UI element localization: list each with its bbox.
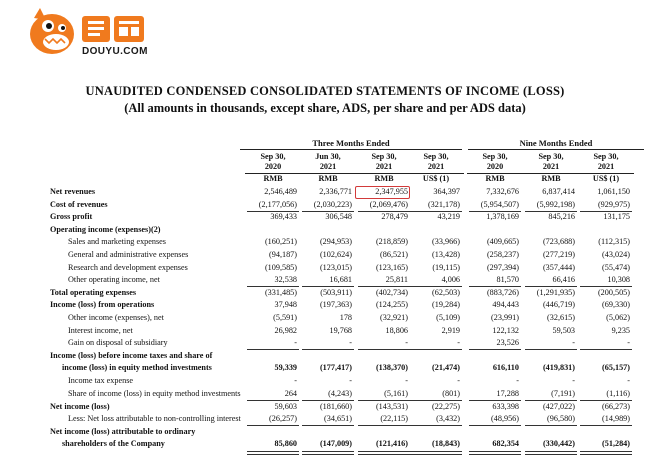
cell-value: 81,570 xyxy=(496,275,519,285)
cell-value: (109,585) xyxy=(264,262,297,272)
single-rule xyxy=(358,349,410,350)
row-label: Other operating income, net xyxy=(68,275,160,285)
column-date: Jun 30, xyxy=(315,152,341,161)
row-label: Net income (loss) attributable to ordinary xyxy=(50,426,196,436)
single-rule xyxy=(247,211,299,212)
column-unit: RMB xyxy=(356,173,412,184)
cell-value: 6,837,414 xyxy=(542,187,575,196)
table-row xyxy=(0,211,650,224)
cell-value: (96,580) xyxy=(547,414,575,424)
cell-value: (21,474) xyxy=(432,363,460,373)
cell-value: (427,022) xyxy=(542,401,575,411)
cell-value: (7,191) xyxy=(551,388,575,398)
cell-value: - xyxy=(294,376,297,386)
column-date: Sep 30, xyxy=(593,152,619,161)
double-rule xyxy=(358,451,410,455)
cell-value: 43,219 xyxy=(437,212,460,222)
row-label: Operating income (expenses)(2) xyxy=(50,224,161,234)
single-rule xyxy=(247,286,299,287)
column-year: 2020 xyxy=(264,162,282,171)
table-row xyxy=(0,413,650,426)
column-header xyxy=(467,152,523,184)
cell-value: 364,397 xyxy=(433,187,460,196)
single-rule xyxy=(580,349,632,350)
cell-value: 59,339 xyxy=(274,363,297,373)
single-rule xyxy=(358,286,410,287)
column-unit: RMB xyxy=(523,173,579,184)
cell-value: (419,831) xyxy=(542,363,575,373)
row-label: Income tax expense xyxy=(68,376,134,386)
column-header xyxy=(523,152,579,184)
row-label: Share of income (loss) in equity method investments xyxy=(68,388,241,398)
row-label: Less: Net loss attributable to non-controlling interest xyxy=(68,414,241,424)
single-rule xyxy=(358,400,410,401)
cell-value: (503,911) xyxy=(320,287,352,297)
column-header xyxy=(245,152,301,184)
cell-value: (5,161) xyxy=(384,388,408,398)
single-rule xyxy=(580,211,632,212)
cell-value: 26,982 xyxy=(274,325,297,335)
cell-value: (19,115) xyxy=(432,262,460,272)
column-year: 2021 xyxy=(542,162,560,171)
cell-value: (929,975) xyxy=(597,199,630,209)
cell-value: (357,444) xyxy=(542,262,575,272)
cell-value: (34,651) xyxy=(324,414,352,424)
three-months-header: Three Months Ended xyxy=(240,138,462,150)
single-rule xyxy=(469,286,521,287)
cell-value: (297,394) xyxy=(486,262,519,272)
row-label: Cost of revenues xyxy=(50,199,108,209)
cell-value: - xyxy=(349,376,352,386)
single-rule xyxy=(410,400,462,401)
row-label: General and administrative expenses xyxy=(68,249,189,259)
cell-value: 178 xyxy=(339,312,352,322)
single-rule xyxy=(247,349,299,350)
single-rule xyxy=(469,425,521,426)
cell-value: 37,948 xyxy=(274,300,297,310)
cell-value: (160,251) xyxy=(264,237,297,247)
cell-value: (138,370) xyxy=(375,363,408,373)
cell-value: (330,442) xyxy=(542,439,575,449)
income-statement-table xyxy=(0,186,650,451)
cell-value: (409,665) xyxy=(486,237,519,247)
single-rule xyxy=(525,425,577,426)
cell-value: - xyxy=(457,338,460,348)
cell-value: (32,921) xyxy=(380,312,408,322)
statement-subtitle: (All amounts in thousands, except share, ADS, per share and per ADS data) xyxy=(124,101,526,115)
cell-value: (123,165) xyxy=(375,262,408,272)
row-label: Net revenues xyxy=(50,187,96,196)
table-row xyxy=(0,388,650,401)
cell-value: - xyxy=(516,376,519,386)
cell-value: (5,954,507) xyxy=(480,199,519,209)
cell-value: (62,503) xyxy=(432,287,460,297)
cell-value: (3,432) xyxy=(436,414,460,424)
cell-value: - xyxy=(572,338,575,348)
cell-value: (197,363) xyxy=(319,300,352,310)
single-rule xyxy=(580,286,632,287)
column-year: 2021 xyxy=(427,162,445,171)
cell-value: 633,398 xyxy=(492,401,519,411)
cell-value: 59,603 xyxy=(274,401,297,411)
column-header xyxy=(578,152,634,184)
cell-value: (5,062) xyxy=(606,312,630,322)
single-rule xyxy=(580,425,632,426)
column-unit: RMB xyxy=(245,173,301,184)
single-rule xyxy=(358,211,410,212)
cell-value: (51,284) xyxy=(602,439,630,449)
cell-value: (181,660) xyxy=(319,401,352,411)
cell-value: 59,503 xyxy=(552,325,575,335)
single-rule xyxy=(469,211,521,212)
cell-value: 494,443 xyxy=(492,300,519,310)
cell-value: 19,768 xyxy=(329,325,352,335)
cell-value: (147,009) xyxy=(319,439,352,449)
cell-value: - xyxy=(572,376,575,386)
column-date: Sep 30, xyxy=(482,152,508,161)
cell-value: 2,546,489 xyxy=(264,187,297,196)
cell-value: 2,919 xyxy=(441,325,460,335)
cell-value: 264 xyxy=(284,388,297,398)
single-rule xyxy=(302,211,354,212)
table-row xyxy=(0,312,650,325)
cell-value: 1,061,150 xyxy=(597,187,630,196)
cell-value: (121,416) xyxy=(375,439,408,449)
row-label: Net income (loss) xyxy=(50,401,110,411)
douyu-logo xyxy=(18,6,158,60)
cell-value: (218,859) xyxy=(375,237,408,247)
column-header xyxy=(300,152,356,184)
cell-value: 32,538 xyxy=(274,275,297,285)
column-date: Sep 30, xyxy=(260,152,286,161)
cell-value: - xyxy=(405,376,408,386)
row-label: income (loss) in equity method investments xyxy=(62,363,212,373)
cell-value: 23,526 xyxy=(496,338,519,348)
cell-value: - xyxy=(627,376,630,386)
single-rule xyxy=(302,400,354,401)
table-row xyxy=(0,186,650,199)
row-label: Gross profit xyxy=(50,212,93,222)
cell-value: (14,989) xyxy=(602,414,630,424)
column-header xyxy=(408,152,464,184)
cell-value: (883,726) xyxy=(486,287,519,297)
cell-value: (402,734) xyxy=(375,287,408,297)
cell-value: 2,336,771 xyxy=(319,187,352,196)
cell-value: 131,175 xyxy=(603,212,630,222)
cell-value: 122,132 xyxy=(492,325,519,335)
table-row xyxy=(0,274,650,287)
cell-value: (19,284) xyxy=(432,300,460,310)
cell-value: 7,332,676 xyxy=(486,187,519,196)
column-unit: RMB xyxy=(300,173,356,184)
table-row xyxy=(0,362,650,375)
double-rule xyxy=(247,451,299,455)
double-rule xyxy=(469,451,521,455)
cell-value: (143,531) xyxy=(375,401,408,411)
cell-value: - xyxy=(294,338,297,348)
nine-months-header: Nine Months Ended xyxy=(468,138,644,150)
table-row xyxy=(0,299,650,312)
single-rule xyxy=(580,400,632,401)
row-label: Interest income, net xyxy=(68,325,133,335)
table-row xyxy=(0,287,650,300)
table-row xyxy=(0,199,650,212)
single-rule xyxy=(525,400,577,401)
logo-wordmark: DOUYU.COM xyxy=(82,46,148,57)
cell-value: 2,347,955 xyxy=(375,187,408,196)
cell-value: (1,116) xyxy=(606,388,630,398)
cell-value: - xyxy=(627,338,630,348)
table-row xyxy=(0,375,650,388)
row-label: Total operating expenses xyxy=(50,287,137,297)
cell-value: (94,187) xyxy=(269,249,297,259)
single-rule xyxy=(469,400,521,401)
single-rule xyxy=(469,349,521,350)
cell-value: (331,485) xyxy=(264,287,297,297)
single-rule xyxy=(525,349,577,350)
cell-value: (5,591) xyxy=(273,312,297,322)
column-year: 2021 xyxy=(597,162,615,171)
column-unit: US$ (1) xyxy=(408,173,464,184)
column-unit: US$ (1) xyxy=(578,173,634,184)
cell-value: 18,806 xyxy=(385,325,408,335)
cell-value: - xyxy=(457,376,460,386)
cell-value: (43,024) xyxy=(602,249,630,259)
cell-value: (102,624) xyxy=(319,249,352,259)
single-rule xyxy=(302,425,354,426)
table-row xyxy=(0,224,650,237)
cell-value: (294,953) xyxy=(319,237,352,247)
cell-value: (23,991) xyxy=(491,312,519,322)
row-label: Research and development expenses xyxy=(68,262,188,272)
table-row xyxy=(0,350,650,363)
cell-value: 845,216 xyxy=(548,212,575,222)
cell-value: (33,966) xyxy=(432,237,460,247)
cell-value: 682,354 xyxy=(492,439,519,449)
cell-value: (13,428) xyxy=(432,249,460,259)
row-label: Sales and marketing expenses xyxy=(68,237,166,247)
cell-value: (2,030,223) xyxy=(313,199,352,209)
row-label: Income (loss) before income taxes and share of xyxy=(50,350,213,360)
column-header xyxy=(356,152,412,184)
column-date: Sep 30, xyxy=(371,152,397,161)
statement-title: UNAUDITED CONDENSED CONSOLIDATED STATEMENTS OF INCOME (LOSS) xyxy=(85,84,565,98)
cell-value: 25,811 xyxy=(385,275,408,285)
table-row xyxy=(0,337,650,350)
column-date: Sep 30, xyxy=(538,152,564,161)
cell-value: 17,288 xyxy=(496,388,519,398)
cell-value: (5,992,198) xyxy=(536,199,575,209)
single-rule xyxy=(525,211,577,212)
single-rule xyxy=(410,425,462,426)
cell-value: 278,479 xyxy=(381,212,408,222)
cell-value: (177,417) xyxy=(319,363,352,373)
table-row xyxy=(0,236,650,249)
cell-value: (4,243) xyxy=(328,388,352,398)
table-row xyxy=(0,426,650,439)
cell-value: (66,273) xyxy=(602,401,630,411)
cell-value: (65,157) xyxy=(602,363,630,373)
cell-value: (55,474) xyxy=(602,262,630,272)
cell-value: 616,110 xyxy=(492,363,519,373)
cell-value: 16,681 xyxy=(329,275,352,285)
table-row xyxy=(0,325,650,338)
table-row xyxy=(0,249,650,262)
column-unit: RMB xyxy=(467,173,523,184)
table-row xyxy=(0,438,650,451)
table-row xyxy=(0,401,650,414)
cell-value: (112,315) xyxy=(598,237,630,247)
single-rule xyxy=(410,211,462,212)
single-rule xyxy=(302,349,354,350)
column-year: 2021 xyxy=(319,162,337,171)
cell-value: 10,308 xyxy=(607,275,630,285)
cell-value: (69,330) xyxy=(602,300,630,310)
row-label: Gain on disposal of subsidiary xyxy=(68,338,168,348)
cell-value: (26,257) xyxy=(269,414,297,424)
double-rule xyxy=(302,451,354,455)
single-rule xyxy=(410,349,462,350)
row-label: shareholders of the Company xyxy=(62,439,165,449)
cell-value: (86,521) xyxy=(380,249,408,259)
cell-value: (200,505) xyxy=(597,287,630,297)
cell-value: (22,115) xyxy=(380,414,408,424)
single-rule xyxy=(525,286,577,287)
cell-value: (124,255) xyxy=(375,300,408,310)
column-date: Sep 30, xyxy=(423,152,449,161)
cell-value: (48,956) xyxy=(491,414,519,424)
cell-value: (32,615) xyxy=(547,312,575,322)
table-row xyxy=(0,262,650,275)
single-rule xyxy=(247,425,299,426)
single-rule xyxy=(302,286,354,287)
row-label: Income (loss) from operations xyxy=(50,300,155,310)
cell-value: (277,219) xyxy=(542,249,575,259)
cell-value: 306,548 xyxy=(325,212,352,222)
cell-value: (723,688) xyxy=(542,237,575,247)
cell-value: (1,291,935) xyxy=(536,287,575,297)
cell-value: (258,237) xyxy=(486,249,519,259)
single-rule xyxy=(358,425,410,426)
cell-value: (123,015) xyxy=(319,262,352,272)
single-rule xyxy=(247,400,299,401)
double-rule xyxy=(410,451,462,455)
cell-value: (2,069,476) xyxy=(369,199,408,209)
cell-value: - xyxy=(405,338,408,348)
column-year: 2020 xyxy=(486,162,504,171)
cell-value: 1,378,169 xyxy=(486,212,519,222)
single-rule xyxy=(410,286,462,287)
row-label: Other income (expenses), net xyxy=(68,312,164,322)
double-rule xyxy=(525,451,577,455)
double-rule xyxy=(580,451,632,455)
cell-value: (5,109) xyxy=(436,312,460,322)
column-year: 2021 xyxy=(375,162,393,171)
cell-value: (321,178) xyxy=(427,199,460,209)
cell-value: 85,860 xyxy=(274,439,297,449)
cell-value: 9,235 xyxy=(611,325,630,335)
cell-value: (446,719) xyxy=(542,300,575,310)
cell-value: 66,416 xyxy=(552,275,575,285)
cell-value: 369,433 xyxy=(270,212,297,222)
cell-value: 4,006 xyxy=(441,275,460,285)
cell-value: (2,177,056) xyxy=(258,199,297,209)
cell-value: (22,275) xyxy=(432,401,460,411)
cell-value: (18,843) xyxy=(432,439,460,449)
cell-value: - xyxy=(349,338,352,348)
cell-value: (801) xyxy=(442,388,460,398)
